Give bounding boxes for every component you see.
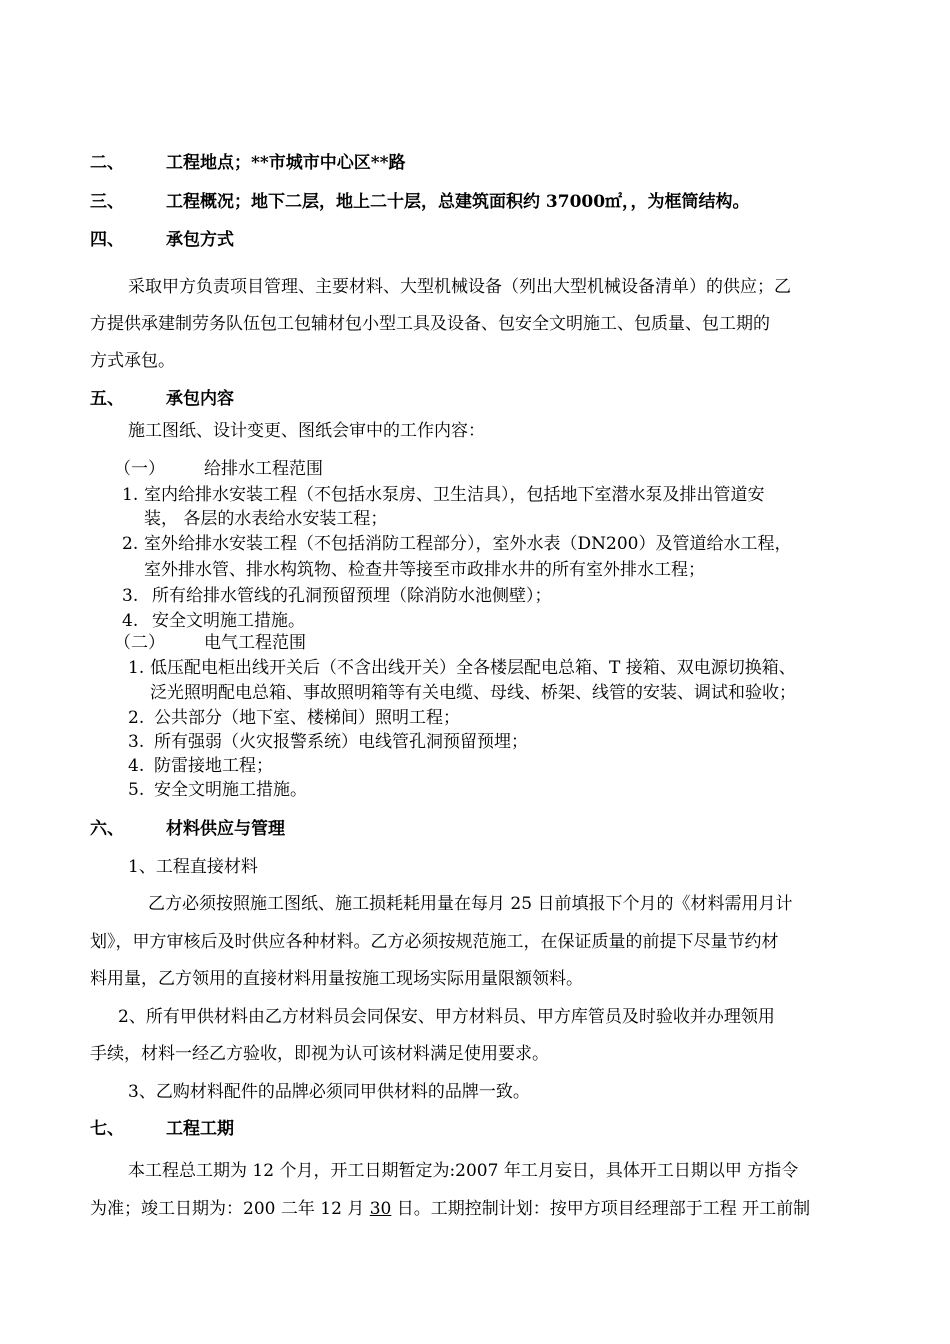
item-number: 5. [128, 780, 145, 800]
paragraph-line: 2、所有甲供材料由乙方材料员会同保安、甲方材料员、甲方库管员及时验收并办理领用 [118, 1007, 775, 1027]
section-number: 四、 [90, 230, 124, 250]
paragraph-line: 本工程总工期为 12 个月，开工日期暂定为:2007 年工月妄日，具体开工日期以甲 方指令 [128, 1161, 799, 1181]
item-text: 低压配电柜出线开关后（不含出线开关）全各楼层配电总箱、T 接箱、双电源切换箱、 [150, 658, 796, 678]
section-heading: 工程地点；**市城市中心区**路 [166, 153, 406, 173]
section-number: 六、 [90, 819, 124, 839]
item-number: 2. [128, 708, 145, 728]
item-continuation: 室外排水管、排水构筑物、检查井等接至市政排水井的所有室外排水工程； [144, 560, 705, 580]
item-number: 4. [128, 756, 145, 776]
section-heading: 工程工期 [166, 1119, 234, 1139]
paragraph-line: 方式承包。 [90, 351, 175, 371]
section-heading: 工程概况；地下二层，地上二十层，总建筑面积约 37000㎡，，为框筒结构。 [166, 192, 750, 212]
item-number: 2. [122, 534, 139, 554]
text-run: 为准；竣工日期为：200 二年 12 月 [90, 1199, 370, 1219]
item-text: 安全文明施工措施。 [154, 780, 307, 800]
item-text: 所有给排水管线的孔洞预留预埋（除消防水池侧壁）； [152, 586, 552, 606]
item-continuation: 装， 各层的水表给水安装工程； [144, 509, 388, 529]
paragraph-line: 采取甲方负责项目管理、主要材料、大型机械设备（列出大型机械设备清单）的供应；乙 [128, 277, 791, 297]
paragraph-line [90, 1198, 810, 1220]
section-number: 五、 [90, 389, 124, 409]
item-number: 1. [128, 658, 145, 678]
paragraph-line: 料用量，乙方领用的直接材料用量按施工现场实际用量限额领料。 [90, 969, 583, 989]
subsection-number: （一） [114, 459, 165, 479]
paragraph-line: 3、乙购材料配件的品牌必须同甲供材料的品牌一致。 [128, 1082, 530, 1102]
subsection-number: （二） [114, 633, 165, 653]
item-text: 室外给排水安装工程（不包括消防工程部分），室外水表（DN200）及管道给水工程， [144, 534, 792, 554]
item-text: 安全文明施工措施。 [152, 611, 305, 631]
section-number: 二、 [90, 153, 124, 173]
item-number: 3. [122, 586, 139, 606]
subsection-title: 电气工程范围 [204, 633, 306, 653]
item-number: 4. [122, 611, 139, 631]
item-text: 室内给排水安装工程（不包括水泵房、卫生洁具），包括地下室潜水泵及排出管道安 [144, 485, 765, 505]
section-heading: 承包内容 [166, 389, 234, 409]
text-run: 日。工期控制计划：按甲方项目经理部于工程 开工前制 [391, 1199, 811, 1219]
item-text: 公共部分（地下室、楼梯间）照明工程； [154, 708, 460, 728]
item-number: 3. [128, 732, 145, 752]
subsection-title: 1、工程直接材料 [128, 857, 258, 877]
subsection-title: 给排水工程范围 [204, 459, 323, 479]
underlined-day: 30 [369, 1199, 392, 1219]
paragraph-line: 划》，甲方审核后及时供应各种材料。乙方必须按规范施工，在保证质量的前提下尽量节约材 [90, 932, 779, 952]
paragraph-line: 施工图纸、设计变更、图纸会审中的工作内容： [128, 421, 485, 441]
item-text: 所有强弱（火灾报警系统）电线管孔洞预留预埋； [154, 732, 528, 752]
item-continuation: 泛光照明配电总箱、事故照明箱等有关电缆、母线、桥架、线管的安装、调试和验收； [150, 683, 796, 703]
section-number: 七、 [90, 1119, 124, 1139]
item-text: 防雷接地工程； [154, 756, 273, 776]
section-heading: 承包方式 [166, 230, 234, 250]
item-number: 1. [122, 485, 139, 505]
paragraph-line: 乙方必须按照施工图纸、施工损耗耗用量在每月 25 日前填报下个月的《材料需用月计 [148, 894, 793, 914]
paragraph-line: 手续，材料一经乙方验收，即视为认可该材料满足使用要求。 [90, 1044, 549, 1064]
paragraph-line: 方提供承建制劳务队伍包工包辅材包小型工具及设备、包安全文明施工、包质量、包工期的 [90, 314, 770, 334]
section-number: 三、 [90, 192, 124, 212]
section-heading: 材料供应与管理 [166, 819, 285, 839]
